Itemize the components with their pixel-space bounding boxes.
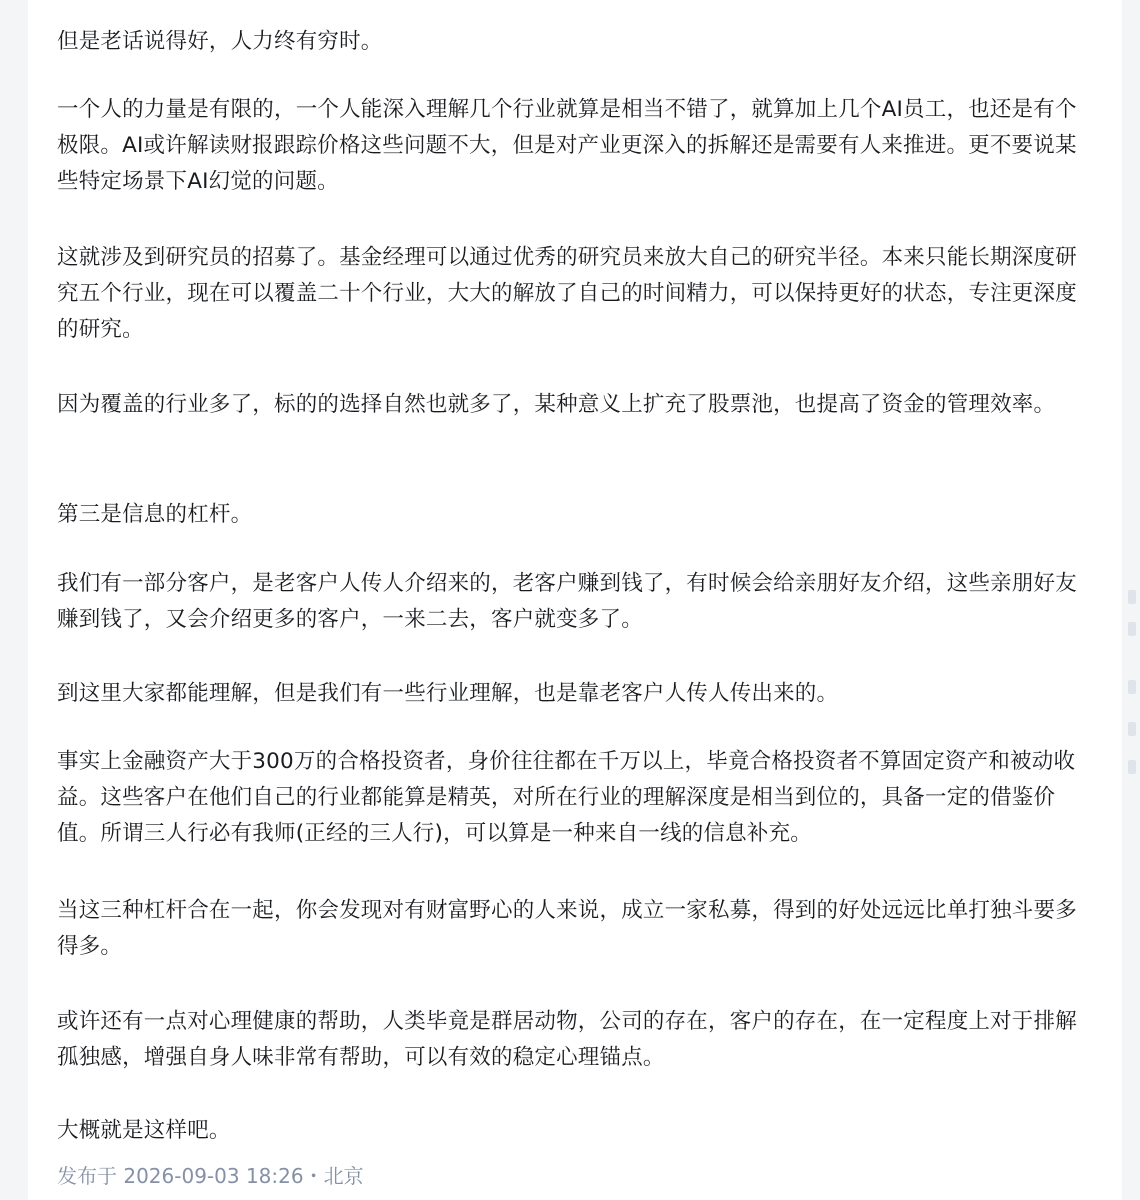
sidebar-fragment	[1128, 760, 1136, 774]
sidebar-fragment	[1128, 622, 1136, 636]
left-margin	[0, 0, 28, 1200]
sidebar-fragment	[1128, 680, 1136, 694]
sidebar-fragment	[1128, 590, 1136, 604]
article-paragraph: 一个人的力量是有限的，一个人能深入理解几个行业就算是相当不错了，就算加上几个AI员工，也还是有个极限。AI或许解读财报跟踪价格这些问题不大，但是对产业更深入的拆解还是需要有人来推进。更不要说某些特定场景下AI幻觉的问题。	[57, 97, 1077, 194]
article-paragraph: 但是老话说得好，人力终有穷时。	[57, 29, 383, 54]
article-paragraph: 大概就是这样吧。	[57, 1118, 231, 1143]
article-paragraph: 第三是信息的杠杆。	[57, 502, 253, 527]
article-paragraph: 事实上金融资产大于300万的合格投资者，身价往往都在千万以上，毕竟合格投资者不算固定资产和被动收益。这些客户在他们自己的行业都能算是精英，对所在行业的理解深度是相当到位的，具备一定的借鉴价值。所谓三人行必有我师(正经的三人行)，可以算是一种来自一线的信息补充。	[57, 749, 1076, 846]
article-paragraph: 这就涉及到研究员的招募了。基金经理可以通过优秀的研究员来放大自己的研究半径。本来只能长期深度研究五个行业，现在可以覆盖二十个行业，大大的解放了自己的时间精力，可以保持更好的状态，专注更深度的研究。	[57, 245, 1077, 342]
article-paragraph: 因为覆盖的行业多了，标的的选择自然也就多了，某种意义上扩充了股票池，也提高了资金的管理效率。	[57, 392, 1056, 417]
article-paragraph: 到这里大家都能理解，但是我们有一些行业理解，也是靠老客户人传人传出来的。	[57, 681, 839, 706]
article-paragraph: 当这三种杠杆合在一起，你会发现对有财富野心的人来说，成立一家私募，得到的好处远远比单打独斗要多得多。	[57, 898, 1077, 959]
article-card	[28, 0, 1122, 1200]
article-paragraph: 或许还有一点对心理健康的帮助，人类毕竟是群居动物，公司的存在，客户的存在，在一定程度上对于排解孤独感，增强自身人味非常有帮助，可以有效的稳定心理锚点。	[57, 1009, 1077, 1070]
publish-info: 发布于 2026-09-03 18:26・北京	[57, 1164, 364, 1188]
sidebar-fragment	[1128, 722, 1136, 736]
article-paragraph: 我们有一部分客户，是老客户人传人介绍来的，老客户赚到钱了，有时候会给亲朋好友介绍，这些亲朋好友赚到钱了，又会介绍更多的客户，一来二去，客户就变多了。	[57, 571, 1077, 632]
